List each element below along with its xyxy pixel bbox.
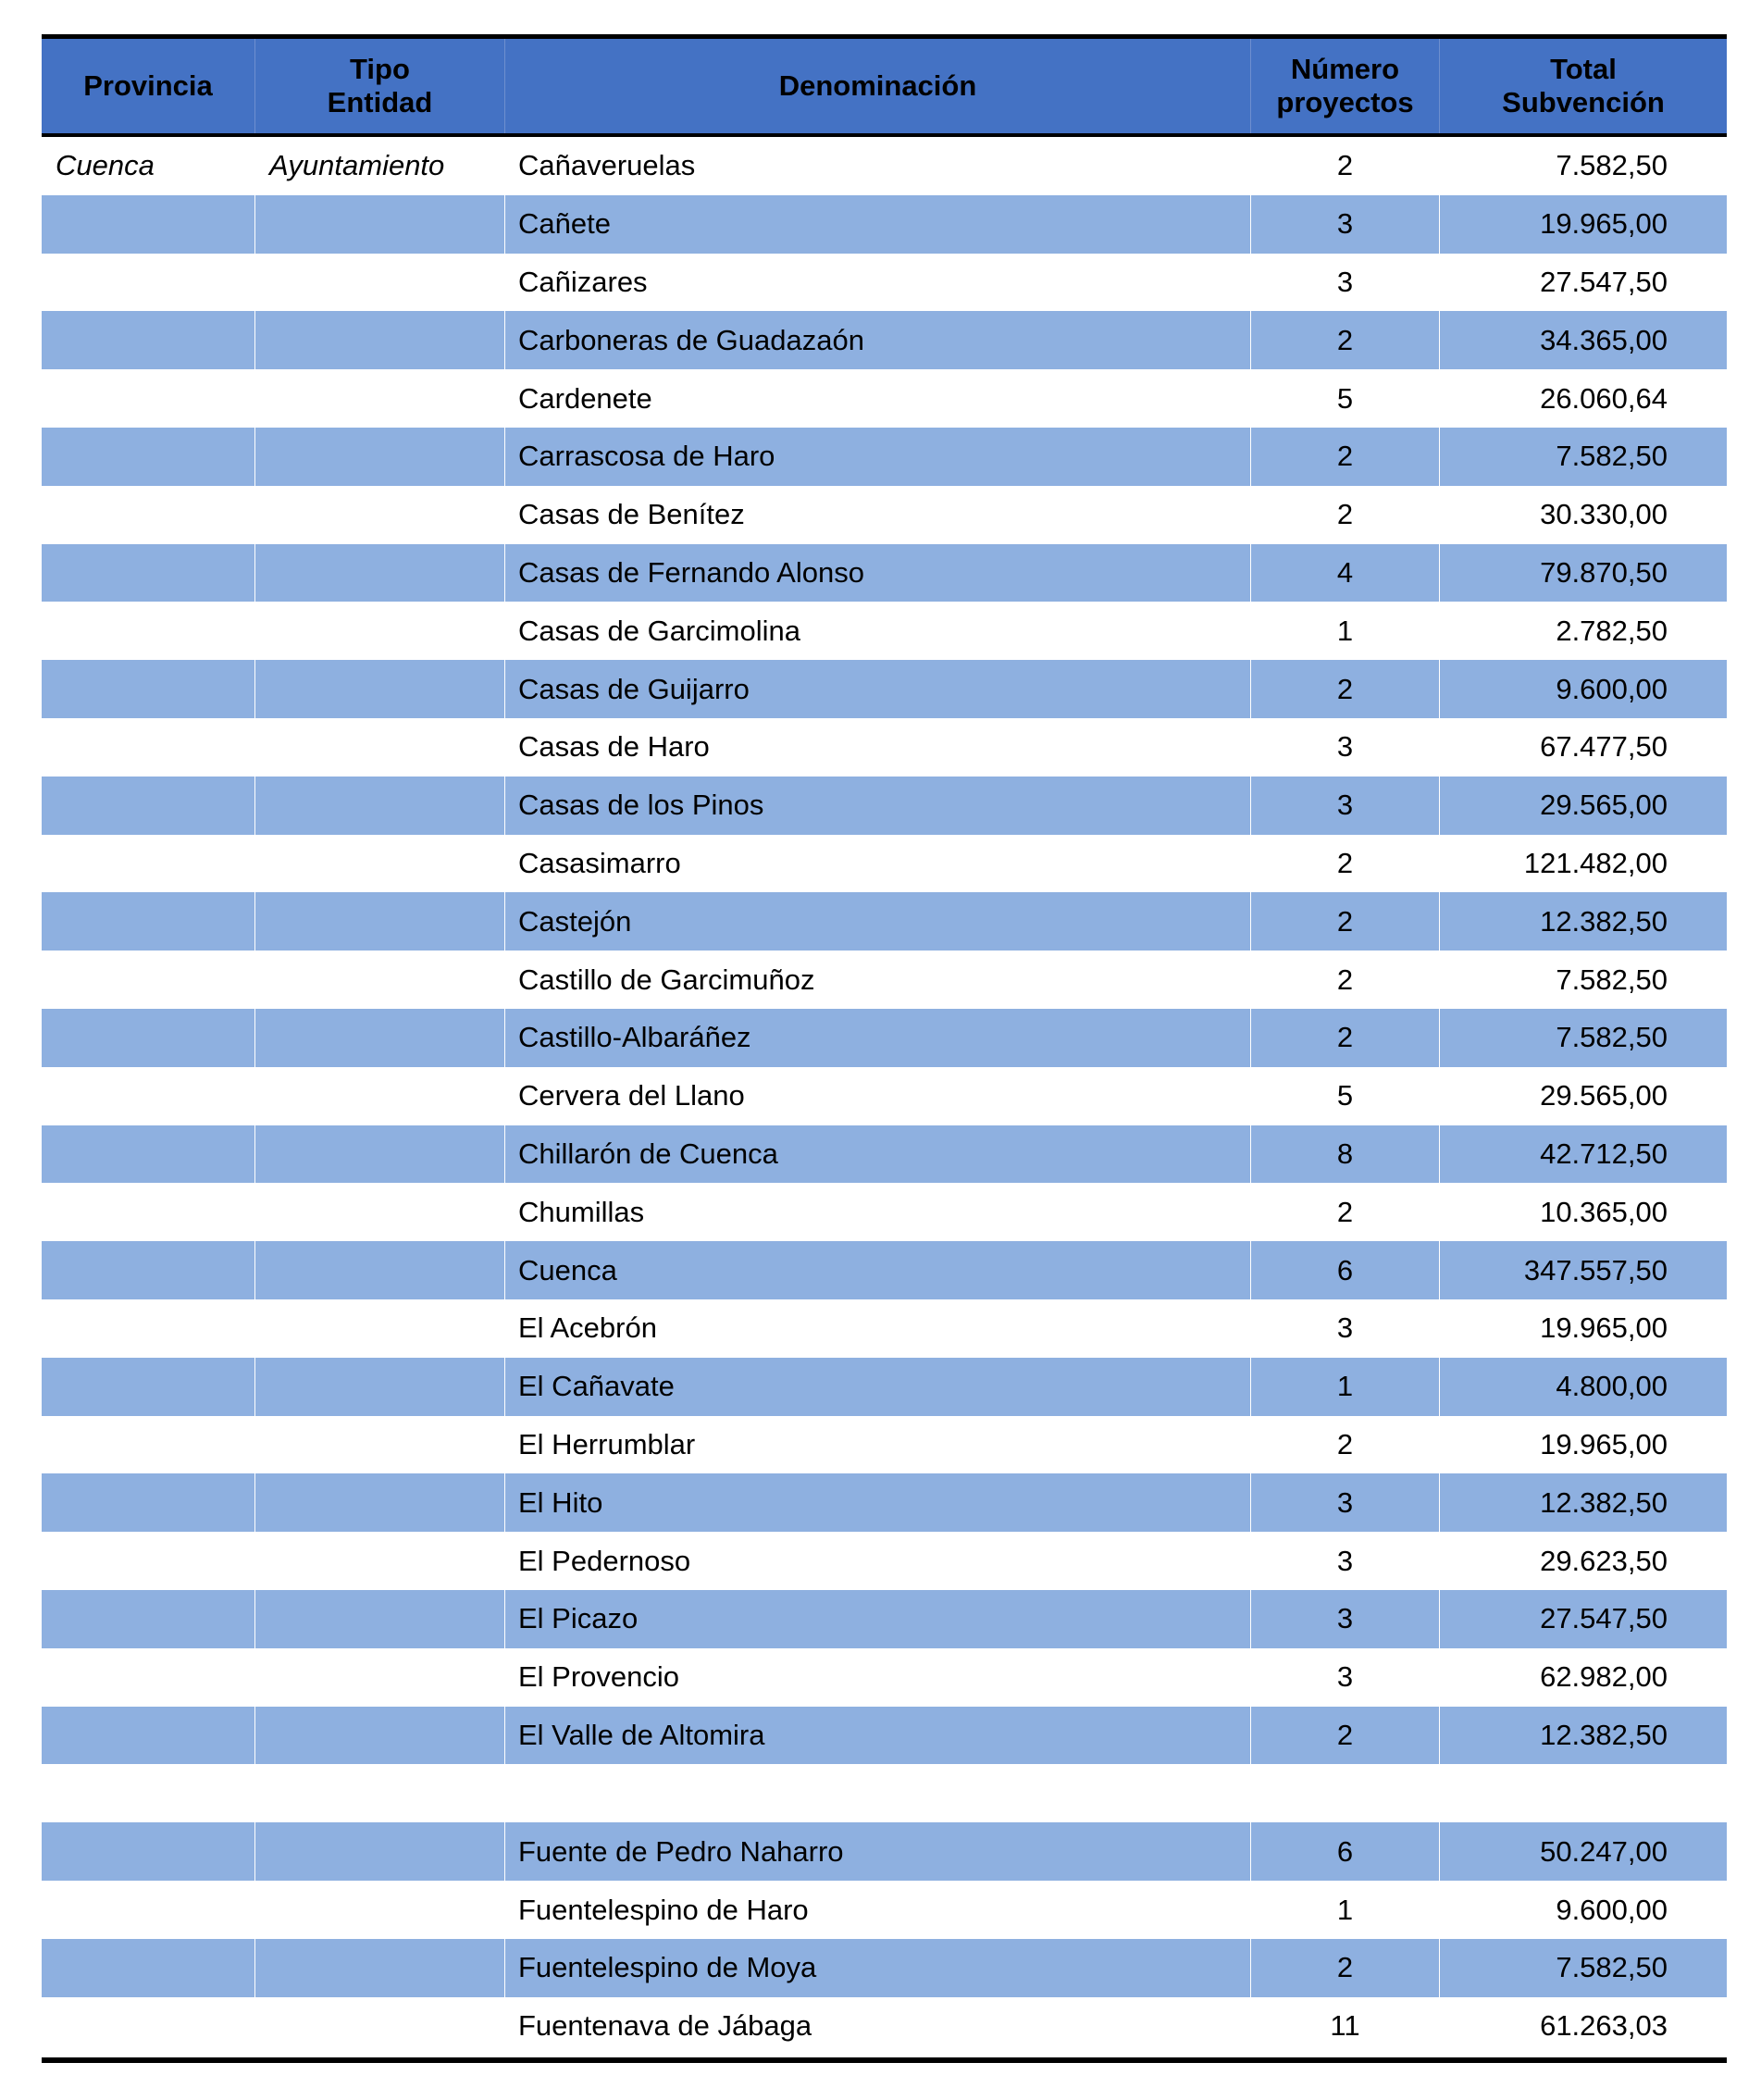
cell-provincia <box>42 602 255 660</box>
cell-total-subvencion: 19.965,00 <box>1540 207 1668 241</box>
cell-provincia <box>42 1532 255 1590</box>
cell-numero-proyectos: 3 <box>1251 195 1440 254</box>
table-row <box>42 428 1727 486</box>
table-row <box>42 1822 1727 1881</box>
cell-denominacion: Fuentenava de Jábaga <box>505 1997 1251 2056</box>
cell-numero-proyectos: 2 <box>1251 951 1440 1009</box>
cell-total-subvencion: 79.870,50 <box>1540 555 1668 589</box>
cell-total-subvencion: 7.582,50 <box>1556 149 1668 182</box>
table-row <box>42 1183 1727 1241</box>
table-row <box>42 486 1727 544</box>
cell-total-subvencion: 12.382,50 <box>1540 1485 1668 1519</box>
table-row <box>42 137 1727 195</box>
cell-denominacion: Cardenete <box>505 369 1251 428</box>
cell-tipo-entidad <box>255 1822 505 1881</box>
cell-numero-proyectos: 5 <box>1251 369 1440 428</box>
cell-provincia <box>42 1416 255 1474</box>
header-numero-proyectos: Número proyectos <box>1251 39 1440 133</box>
cell-numero-proyectos: 3 <box>1251 1648 1440 1707</box>
cell-numero-proyectos: 3 <box>1251 254 1440 312</box>
cell-total-subvencion: 26.060,64 <box>1540 381 1668 415</box>
cell-provincia <box>42 1707 255 1765</box>
cell-total-subvencion: 7.582,50 <box>1556 1951 1668 1984</box>
cell-denominacion: Casas de Fernando Alonso <box>505 544 1251 603</box>
table-body-second <box>42 1822 1727 2055</box>
cell-numero-proyectos: 3 <box>1251 777 1440 835</box>
table-row <box>42 602 1727 660</box>
cell-provincia <box>42 1997 255 2056</box>
cell-denominacion: El Hito <box>505 1473 1251 1532</box>
cell-tipo-entidad <box>255 544 505 603</box>
cell-provincia <box>42 1183 255 1241</box>
cell-tipo-entidad <box>255 1532 505 1590</box>
cell-tipo-entidad <box>255 1358 505 1416</box>
cell-denominacion: Cañete <box>505 195 1251 254</box>
cell-tipo-entidad <box>255 1183 505 1241</box>
cell-total-subvencion: 9.600,00 <box>1556 1893 1668 1926</box>
cell-total-subvencion: 34.365,00 <box>1540 323 1668 356</box>
cell-tipo-entidad <box>255 311 505 369</box>
cell-total-subvencion: 30.330,00 <box>1540 498 1668 531</box>
cell-tipo-entidad <box>255 1009 505 1067</box>
cell-denominacion: Casas de Haro <box>505 718 1251 777</box>
cell-denominacion: Castillo-Albaráñez <box>505 1009 1251 1067</box>
header-total-subvencion: Total Subvención <box>1502 53 1665 118</box>
cell-numero-proyectos: 2 <box>1251 1183 1440 1241</box>
cell-provincia <box>42 718 255 777</box>
cell-provincia <box>42 951 255 1009</box>
cell-provincia <box>42 1822 255 1881</box>
cell-tipo-entidad <box>255 777 505 835</box>
cell-tipo-entidad <box>255 1241 505 1299</box>
cell-total-subvencion: 42.712,50 <box>1540 1137 1668 1170</box>
cell-total-subvencion: 7.582,50 <box>1556 1021 1668 1054</box>
cell-provincia <box>42 1473 255 1532</box>
cell-total-subvencion: 67.477,50 <box>1540 730 1668 764</box>
cell-numero-proyectos: 2 <box>1251 660 1440 718</box>
cell-numero-proyectos: 2 <box>1251 311 1440 369</box>
cell-total-subvencion: 27.547,50 <box>1540 265 1668 298</box>
cell-numero-proyectos: 2 <box>1251 428 1440 486</box>
table-row <box>42 1532 1727 1590</box>
cell-numero-proyectos: 2 <box>1251 137 1440 195</box>
cell-denominacion: Cuenca <box>505 1241 1251 1299</box>
cell-total-subvencion: 7.582,50 <box>1556 440 1668 473</box>
cell-denominacion: Carboneras de Guadazaón <box>505 311 1251 369</box>
cell-tipo-entidad <box>255 1416 505 1474</box>
cell-provincia <box>42 1358 255 1416</box>
cell-provincia <box>42 311 255 369</box>
cell-total-subvencion: 4.800,00 <box>1556 1370 1668 1403</box>
cell-numero-proyectos: 5 <box>1251 1067 1440 1125</box>
cell-denominacion: Chillarón de Cuenca <box>505 1125 1251 1184</box>
cell-tipo-entidad <box>255 1299 505 1358</box>
cell-tipo-entidad <box>255 1067 505 1125</box>
table-row <box>42 1473 1727 1532</box>
cell-numero-proyectos: 2 <box>1251 1707 1440 1765</box>
table-header <box>42 39 1727 137</box>
cell-numero-proyectos: 2 <box>1251 1939 1440 1997</box>
cell-provincia <box>42 660 255 718</box>
header-provincia: Provincia <box>42 39 255 133</box>
cell-denominacion: Castejón <box>505 892 1251 951</box>
cell-numero-proyectos: 3 <box>1251 1590 1440 1648</box>
table-row <box>42 195 1727 254</box>
cell-tipo-entidad <box>255 892 505 951</box>
cell-provincia <box>42 1939 255 1997</box>
cell-denominacion: El Picazo <box>505 1590 1251 1648</box>
cell-denominacion: Castillo de Garcimuñoz <box>505 951 1251 1009</box>
cell-tipo-entidad <box>255 1648 505 1707</box>
cell-denominacion: Carrascosa de Haro <box>505 428 1251 486</box>
cell-tipo-entidad <box>255 486 505 544</box>
cell-denominacion: Fuentelespino de Haro <box>505 1881 1251 1939</box>
cell-numero-proyectos: 6 <box>1251 1241 1440 1299</box>
cell-tipo-entidad: Ayuntamiento <box>255 137 505 195</box>
cell-numero-proyectos: 2 <box>1251 1009 1440 1067</box>
cell-provincia: Cuenca <box>42 137 255 195</box>
cell-tipo-entidad <box>255 835 505 893</box>
cell-provincia <box>42 777 255 835</box>
cell-numero-proyectos: 1 <box>1251 1881 1440 1939</box>
cell-total-subvencion: 2.782,50 <box>1556 614 1668 647</box>
cell-denominacion: Cañizares <box>505 254 1251 312</box>
cell-numero-proyectos: 8 <box>1251 1125 1440 1184</box>
cell-denominacion: Casas de Guijarro <box>505 660 1251 718</box>
cell-provincia <box>42 892 255 951</box>
table-row <box>42 1707 1727 1765</box>
cell-tipo-entidad <box>255 428 505 486</box>
cell-total-subvencion: 10.365,00 <box>1540 1195 1668 1228</box>
cell-denominacion: El Herrumblar <box>505 1416 1251 1474</box>
cell-tipo-entidad <box>255 254 505 312</box>
table-row <box>42 1648 1727 1707</box>
cell-provincia <box>42 1648 255 1707</box>
table-row <box>42 1939 1727 1997</box>
blank-row <box>42 1764 1727 1822</box>
cell-tipo-entidad <box>255 602 505 660</box>
cell-tipo-entidad <box>255 1590 505 1648</box>
cell-denominacion: Casasimarro <box>505 835 1251 893</box>
table-row <box>42 1881 1727 1939</box>
cell-total-subvencion: 12.382,50 <box>1540 904 1668 938</box>
table-body-first <box>42 137 1727 1764</box>
cell-tipo-entidad <box>255 1939 505 1997</box>
table-row <box>42 951 1727 1009</box>
cell-denominacion: El Acebrón <box>505 1299 1251 1358</box>
cell-tipo-entidad <box>255 660 505 718</box>
table-row <box>42 1358 1727 1416</box>
cell-total-subvencion: 9.600,00 <box>1556 672 1668 705</box>
table-row <box>42 544 1727 603</box>
cell-provincia <box>42 1299 255 1358</box>
cell-denominacion: Cervera del Llano <box>505 1067 1251 1125</box>
cell-total-subvencion: 29.623,50 <box>1540 1544 1668 1577</box>
table-row <box>42 369 1727 428</box>
cell-provincia <box>42 544 255 603</box>
table-row <box>42 254 1727 312</box>
cell-tipo-entidad <box>255 369 505 428</box>
cell-total-subvencion: 7.582,50 <box>1556 963 1668 996</box>
cell-denominacion: El Valle de Altomira <box>505 1707 1251 1765</box>
cell-tipo-entidad <box>255 718 505 777</box>
table-row <box>42 1241 1727 1299</box>
cell-total-subvencion: 19.965,00 <box>1540 1427 1668 1460</box>
table-row <box>42 1009 1727 1067</box>
cell-provincia <box>42 1590 255 1648</box>
cell-numero-proyectos: 1 <box>1251 602 1440 660</box>
cell-provincia <box>42 428 255 486</box>
cell-total-subvencion: 19.965,00 <box>1540 1311 1668 1345</box>
cell-denominacion: Fuente de Pedro Naharro <box>505 1822 1251 1881</box>
table-row <box>42 1067 1727 1125</box>
cell-total-subvencion: 27.547,50 <box>1540 1602 1668 1635</box>
cell-total-subvencion: 347.557,50 <box>1523 1253 1668 1286</box>
table-row <box>42 311 1727 369</box>
cell-numero-proyectos: 2 <box>1251 486 1440 544</box>
cell-tipo-entidad <box>255 1473 505 1532</box>
table-row <box>42 1416 1727 1474</box>
cell-tipo-entidad <box>255 195 505 254</box>
cell-tipo-entidad <box>255 1125 505 1184</box>
cell-numero-proyectos: 11 <box>1251 1997 1440 2056</box>
cell-provincia <box>42 254 255 312</box>
cell-provincia <box>42 1241 255 1299</box>
cell-total-subvencion: 121.482,00 <box>1523 846 1668 879</box>
cell-provincia <box>42 835 255 893</box>
table-row <box>42 1590 1727 1648</box>
table-row <box>42 1997 1727 2056</box>
bottom-rule <box>42 2057 1727 2063</box>
cell-denominacion: Fuentelespino de Moya <box>505 1939 1251 1997</box>
table-row <box>42 892 1727 951</box>
cell-tipo-entidad <box>255 951 505 1009</box>
cell-provincia <box>42 369 255 428</box>
cell-denominacion: El Cañavate <box>505 1358 1251 1416</box>
cell-provincia <box>42 1881 255 1939</box>
cell-denominacion: Casas de los Pinos <box>505 777 1251 835</box>
cell-denominacion: Cañaveruelas <box>505 137 1251 195</box>
cell-provincia <box>42 486 255 544</box>
cell-numero-proyectos: 2 <box>1251 835 1440 893</box>
cell-tipo-entidad <box>255 1707 505 1765</box>
cell-provincia <box>42 1067 255 1125</box>
cell-numero-proyectos: 3 <box>1251 1299 1440 1358</box>
cell-tipo-entidad <box>255 1881 505 1939</box>
cell-tipo-entidad <box>255 1997 505 2056</box>
cell-denominacion: Chumillas <box>505 1183 1251 1241</box>
cell-total-subvencion: 61.263,03 <box>1540 2009 1668 2043</box>
cell-denominacion: El Provencio <box>505 1648 1251 1707</box>
header-denominacion: Denominación <box>505 39 1251 133</box>
cell-denominacion: Casas de Benítez <box>505 486 1251 544</box>
cell-provincia <box>42 195 255 254</box>
cell-numero-proyectos: 2 <box>1251 1416 1440 1474</box>
cell-numero-proyectos: 1 <box>1251 1358 1440 1416</box>
cell-numero-proyectos: 6 <box>1251 1822 1440 1881</box>
table-row <box>42 777 1727 835</box>
subsidy-table <box>42 34 1727 2063</box>
cell-numero-proyectos: 3 <box>1251 1473 1440 1532</box>
cell-provincia <box>42 1125 255 1184</box>
cell-denominacion: El Pedernoso <box>505 1532 1251 1590</box>
cell-denominacion: Casas de Garcimolina <box>505 602 1251 660</box>
cell-total-subvencion: 62.982,00 <box>1540 1660 1668 1694</box>
cell-numero-proyectos: 3 <box>1251 718 1440 777</box>
table-row <box>42 718 1727 777</box>
cell-provincia <box>42 1009 255 1067</box>
table-row <box>42 660 1727 718</box>
table-row <box>42 1125 1727 1184</box>
header-tipo-entidad: Tipo Entidad <box>255 39 505 133</box>
cell-total-subvencion: 29.565,00 <box>1540 1079 1668 1112</box>
cell-numero-proyectos: 3 <box>1251 1532 1440 1590</box>
cell-total-subvencion: 12.382,50 <box>1540 1718 1668 1751</box>
table-row <box>42 1299 1727 1358</box>
cell-total-subvencion: 50.247,00 <box>1540 1834 1668 1868</box>
table-row <box>42 835 1727 893</box>
cell-numero-proyectos: 4 <box>1251 544 1440 603</box>
cell-total-subvencion: 29.565,00 <box>1540 789 1668 822</box>
cell-numero-proyectos: 2 <box>1251 892 1440 951</box>
